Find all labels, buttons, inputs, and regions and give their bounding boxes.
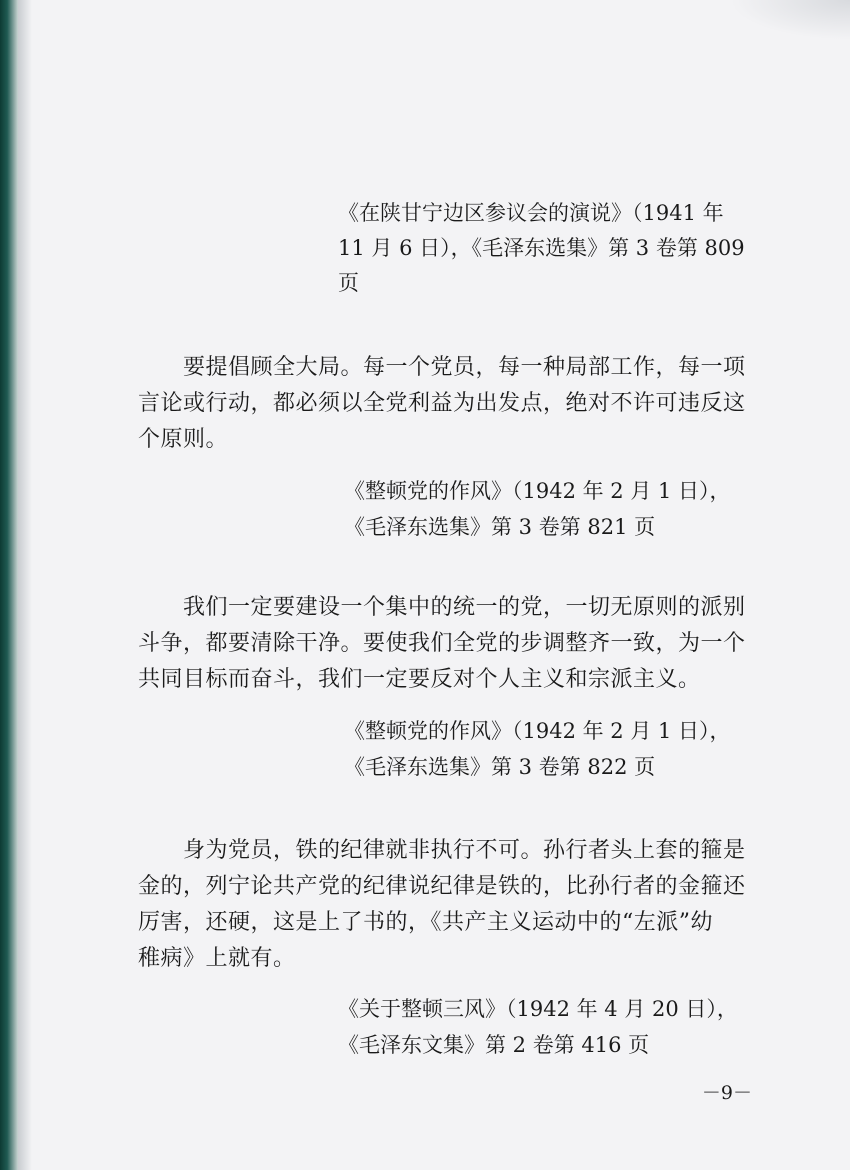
quote-line: 我们一定要建设一个集中的统一的党，一切无原则的派别 xyxy=(183,595,746,620)
quote-line: 要提倡顾全大局。每一个党员，每一种局部工作，每一项 xyxy=(183,355,746,380)
quote-line: 厉害，还硬，这是上了书的，《共产主义运动中的“左派”幼 xyxy=(138,910,713,935)
citation-line: 《在陕甘宁边区参议会的演说》（1941 年 xyxy=(338,201,724,225)
citation-line: 《毛泽东选集》第 3 卷第 822 页 xyxy=(344,755,656,779)
quote-line: 言论或行动，都必须以全党利益为出发点，绝对不许可违反这 xyxy=(138,391,746,416)
page-number: －9－ xyxy=(701,1082,752,1104)
citation-line: 11 月 6 日），《毛泽东选集》第 3 卷第 809 xyxy=(338,236,745,260)
citation-line: 《毛泽东选集》第 3 卷第 821 页 xyxy=(344,515,656,539)
quote-line: 个原则。 xyxy=(138,427,229,452)
quote-line: 斗争，都要清除干净。要使我们全党的步调整齐一致，为一个 xyxy=(138,631,746,656)
quote-line: 身为党员，铁的纪律就非执行不可。孙行者头上套的箍是 xyxy=(183,838,746,863)
quote-line: 稚病》上就有。 xyxy=(138,946,296,971)
citation-line: 《毛泽东文集》第 2 卷第 416 页 xyxy=(338,1033,650,1057)
citation-line: 页 xyxy=(338,271,359,295)
quote-line: 共同目标而奋斗，我们一定要反对个人主义和宗派主义。 xyxy=(138,667,701,692)
citation-line: 《整顿党的作风》（1942 年 2 月 1 日）， xyxy=(344,479,731,503)
citation-line: 《整顿党的作风》（1942 年 2 月 1 日）， xyxy=(344,719,731,743)
quote-line: 金的，列宁论共产党的纪律说纪律是铁的，比孙行者的金箍还 xyxy=(138,874,746,899)
citation-line: 《关于整顿三风》（1942 年 4 月 20 日）， xyxy=(338,997,738,1021)
